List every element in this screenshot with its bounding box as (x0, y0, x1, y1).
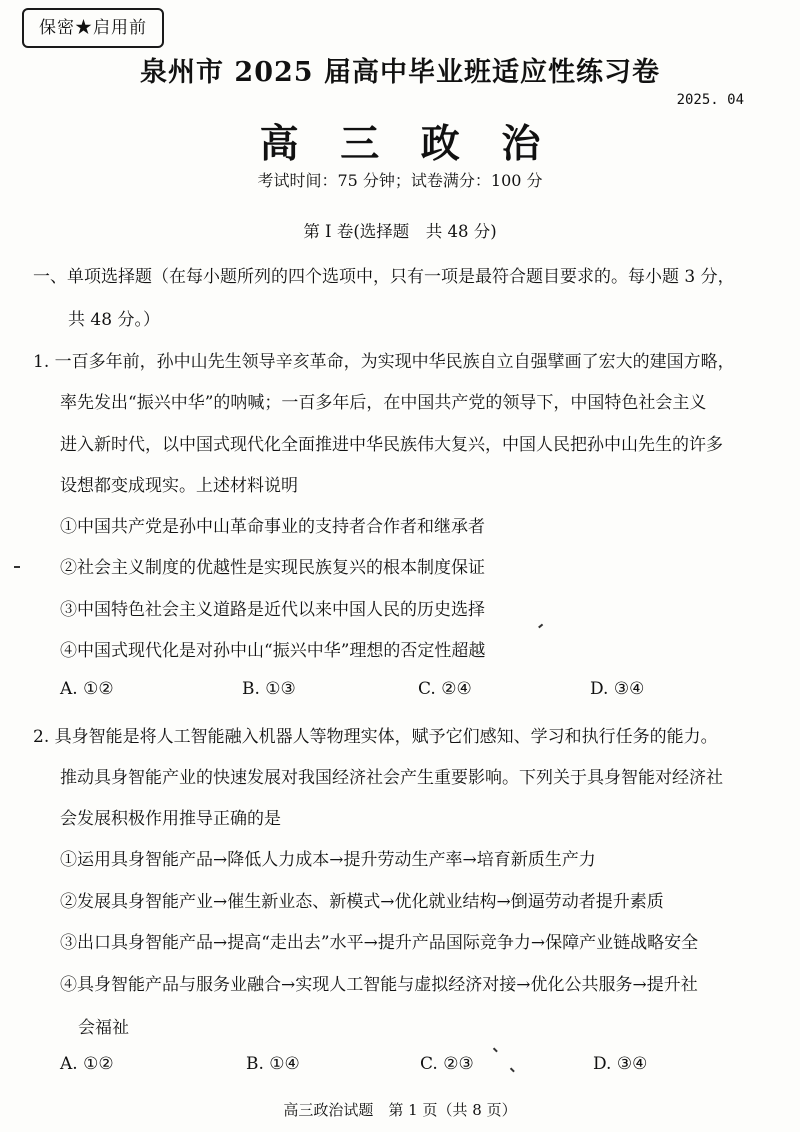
question-2-text: 推动具身智能产业的快速发展对我国经济社会产生重要影响。下列关于具身智能对经济社 (60, 768, 723, 788)
question-1-statement: ②社会主义制度的优越性是实现民族复兴的根本制度保证 (60, 558, 485, 578)
question-1-text: 1. 一百多年前，孙中山先生领导辛亥革命，为实现中华民族自立自强擘画了宏大的建国方略， (33, 352, 735, 372)
question-1-option-b[interactable]: B. ①③ (242, 679, 296, 699)
question-2-statement: ②发展具身智能产业→催生新业态、新模式→优化就业结构→倒逼劳动者提升素质 (60, 892, 664, 912)
scan-speck (493, 1047, 498, 1052)
section-title: 第 I 卷(选择题 共 48 分) (303, 222, 497, 241)
page-footer: 高三政治试题 第 1 页（共 8 页） (283, 1101, 517, 1119)
question-1-statement: ①中国共产党是孙中山革命事业的支持者合作者和继承者 (60, 517, 485, 537)
question-2-option-c[interactable]: C. ②③ (420, 1054, 474, 1074)
exam-date: 2025. 04 (676, 92, 744, 108)
question-2-statement: ④具身智能产品与服务业融合→实现人工智能与虚拟经济对接→优化公共服务→提升社 (60, 975, 698, 995)
question-1-option-d[interactable]: D. ③④ (590, 679, 645, 699)
exam-info: 考试时间：75 分钟；试卷满分：100 分 (257, 171, 543, 190)
question-2-text: 2. 具身智能是将人工智能融入机器人等物理实体，赋予它们感知、学习和执行任务的能力。 (33, 727, 718, 747)
scan-speck (538, 624, 543, 628)
question-1-text: 率先发出“振兴中华”的呐喊；一百多年后，在中国共产党的领导下，中国特色社会主义 (60, 393, 707, 413)
question-1-text: 进入新时代，以中国式现代化全面推进中华民族伟大复兴，中国人民把孙中山先生的许多 (60, 435, 723, 455)
question-1-text: 设想都变成现实。上述材料说明 (60, 476, 298, 496)
question-2-option-a[interactable]: A. ①② (60, 1054, 114, 1074)
question-1-option-c[interactable]: C. ②④ (418, 679, 472, 699)
question-2-statement: ①运用具身智能产品→降低人力成本→提升劳动生产率→培育新质生产力 (60, 850, 596, 870)
scan-speck (510, 1067, 515, 1072)
question-2-statement: 会福祉 (78, 1018, 129, 1038)
question-1-option-a[interactable]: A. ①② (60, 679, 114, 699)
question-2-option-d[interactable]: D. ③④ (593, 1054, 648, 1074)
confidential-stamp: 保密★启用前 (22, 8, 164, 48)
subject-title: 高 三 政 治 (259, 121, 555, 167)
question-1-statement: ④中国式现代化是对孙中山“振兴中华”理想的否定性超越 (60, 641, 486, 661)
question-2-option-b[interactable]: B. ①④ (246, 1054, 300, 1074)
exam-title: 泉州市 2025 届高中毕业班适应性练习卷 (140, 57, 660, 88)
question-2-statement: ③出口具身智能产品→提高“走出去”水平→提升产品国际竞争力→保障产业链战略安全 (60, 933, 699, 953)
scan-speck (14, 566, 20, 568)
instruction-line: 一、单项选择题（在每小题所列的四个选项中，只有一项是最符合题目要求的。每小题 3 分， (33, 267, 735, 287)
question-1-statement: ③中国特色社会主义道路是近代以来中国人民的历史选择 (60, 600, 485, 620)
question-2-text: 会发展积极作用推导正确的是 (60, 809, 281, 829)
instruction-line: 共 48 分。） (68, 310, 160, 330)
